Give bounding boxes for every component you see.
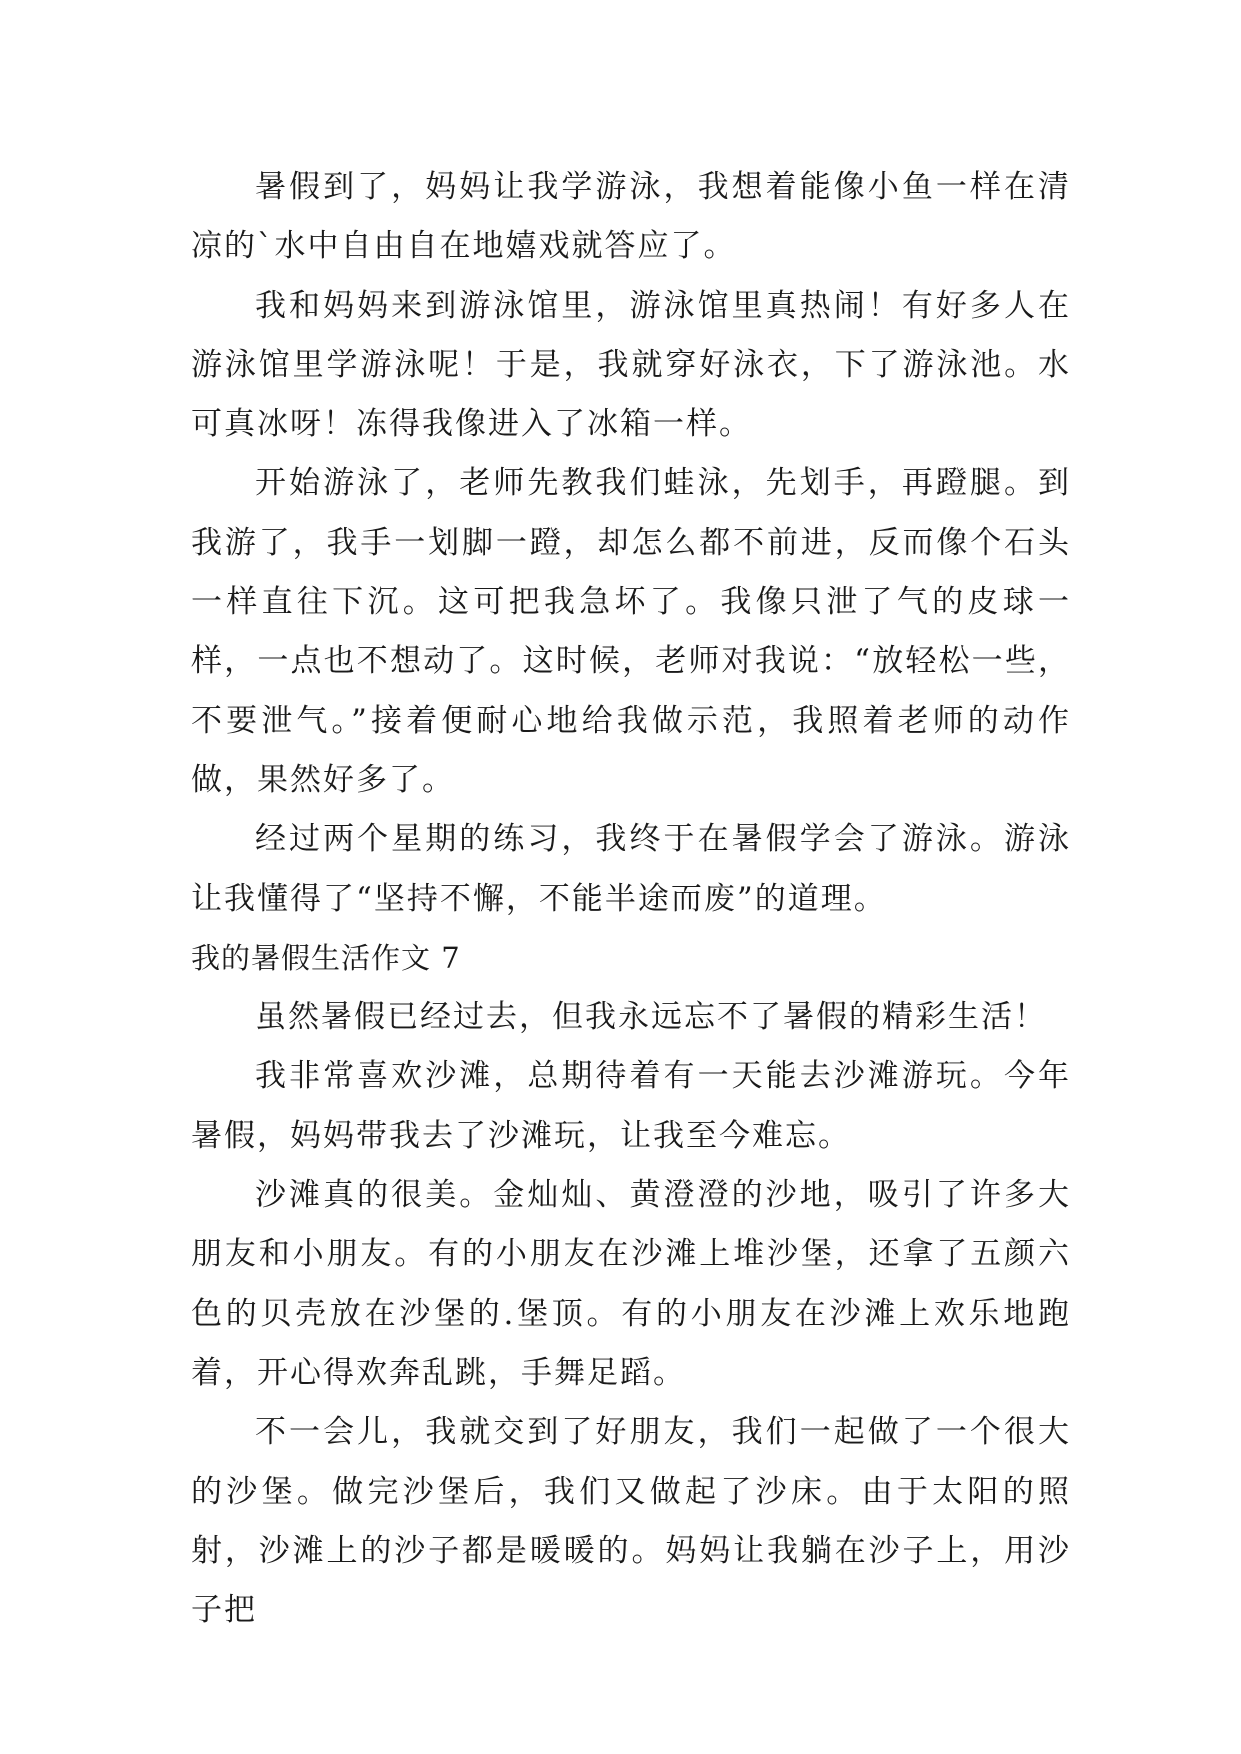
document-body bbox=[191, 158, 1071, 1640]
paragraph-swim-intro: 暑假到了，妈妈让我学游泳，我想着能像小鱼一样在清凉的`水中自由自在地嬉戏就答应了。 bbox=[191, 169, 1071, 265]
paragraph-beach-friends: 不一会儿，我就交到了好朋友，我们一起做了一个很大的沙堡。做完沙堡后，我们又做起了沙床。由于太阳的照射，沙滩上的沙子都是暖暖的。妈妈让我躺在沙子上，用沙子把 bbox=[191, 1414, 1071, 1629]
paragraph-beach-intro: 虽然暑假已经过去，但我永远忘不了暑假的精彩生活！ bbox=[255, 999, 1047, 1036]
paragraph-beach-wish: 我非常喜欢沙滩，总期待着有一天能去沙滩游玩。今年暑假，妈妈带我去了沙滩玩，让我至今难忘。 bbox=[191, 1058, 1071, 1154]
essay-heading: 我的暑假生活作文 7 bbox=[191, 940, 461, 975]
paragraph-swim-conclusion: 经过两个星期的练习，我终于在暑假学会了游泳。游泳让我懂得了“坚持不懈，不能半途而废”的道理。 bbox=[191, 821, 1071, 917]
paragraph-swim-pool: 我和妈妈来到游泳馆里，游泳馆里真热闹！有好多人在游泳馆里学游泳呢！于是，我就穿好泳衣，下了游泳池。水可真冰呀！冻得我像进入了冰箱一样。 bbox=[191, 287, 1071, 443]
paragraph-swim-lesson: 开始游泳了，老师先教我们蛙泳，先划手，再蹬腿。到我游了，我手一划脚一蹬，却怎么都不前进，反而像个石头一样直往下沉。这可把我急坏了。我像只泄了气的皮球一样，一点也不想动了。这时候，老师对我说：“放轻松一些，不要泄气。”接着便耐心地给我做示范，我照着老师的动作做，果然好多了。 bbox=[191, 465, 1071, 798]
paragraph-beach-scene: 沙滩真的很美。金灿灿、黄澄澄的沙地，吸引了许多大朋友和小朋友。有的小朋友在沙滩上堆沙堡，还拿了五颜六色的贝壳放在沙堡的.堡顶。有的小朋友在沙滩上欢乐地跑着，开心得欢奔乱跳，手舞足蹈。 bbox=[191, 1177, 1071, 1391]
